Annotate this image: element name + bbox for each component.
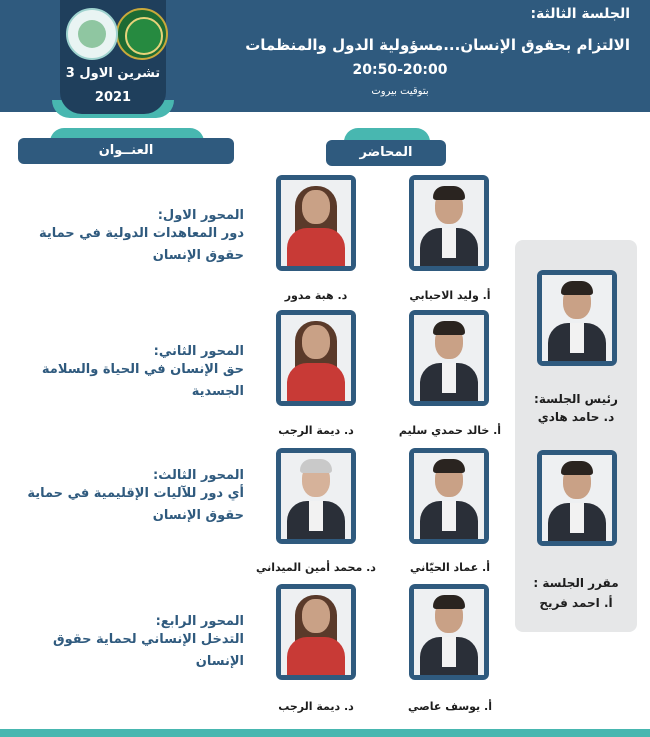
date-year: 2021 xyxy=(94,90,132,105)
session-title: الالتزام بحقوق الإنسان...مسؤولية الدول والمنظمات xyxy=(245,36,630,54)
speaker-name: أ. خالد حمدي سليم xyxy=(398,424,502,437)
speaker-photo xyxy=(276,175,356,271)
axis-3 xyxy=(4,468,244,527)
axis-heading: المحور الثالث: xyxy=(153,468,244,483)
chair-name: د. حامد هادي xyxy=(537,410,615,424)
speaker-photo xyxy=(409,584,489,680)
footer-bar xyxy=(0,729,650,737)
speaker-name: أ. وليد الاحبابي xyxy=(409,289,491,302)
axis-2 xyxy=(4,344,244,403)
speaker-name: أ. عماد الحيّاني xyxy=(410,561,490,574)
chair-label: رئيس الجلسة: xyxy=(534,392,618,406)
axis-text: دور المعاهدات الدولية في حماية xyxy=(38,226,244,241)
axis-text: حقوق الإنسان xyxy=(152,248,244,263)
speaker-name: أ. يوسف عاصي xyxy=(408,700,492,713)
timezone-note: بتوقيت بيروت xyxy=(371,86,429,97)
rapporteur-photo xyxy=(537,450,617,546)
speaker-photo xyxy=(276,584,356,680)
speaker-name: د. ديمة الرجب xyxy=(278,700,354,713)
title-column-header: العنــوان xyxy=(18,138,234,164)
session-time: 20:50-20:00 xyxy=(352,62,448,78)
speaker-column-header: المحاضر xyxy=(326,140,446,166)
speaker-photo xyxy=(276,310,356,406)
speaker-photo xyxy=(409,175,489,271)
speaker-name: د. ديمة الرجب xyxy=(278,424,354,437)
speaker-name: د. هبة مدور xyxy=(284,289,348,302)
speaker-photo xyxy=(409,448,489,544)
date-day-month: 3 تشرين الاول xyxy=(65,66,161,81)
axis-text: الجسدية xyxy=(191,384,244,399)
rapporteur-label: مقرر الجلسة : xyxy=(533,576,619,590)
axis-text: حق الإنسان في الحياة والسلامة xyxy=(41,362,244,377)
university-logo-green xyxy=(116,8,168,60)
speaker-photo xyxy=(276,448,356,544)
axis-heading: المحور الاول: xyxy=(157,208,244,223)
axis-heading: المحور الرابع: xyxy=(155,614,244,629)
university-logo-tree xyxy=(66,8,118,60)
speaker-photo xyxy=(409,310,489,406)
axis-1 xyxy=(4,208,244,267)
axis-4 xyxy=(4,614,244,673)
axis-text: حقوق الإنسان xyxy=(152,508,244,523)
axis-text: التدخل الإنساني لحماية حقوق الإنسان xyxy=(53,632,244,669)
speaker-name: د. محمد أمين الميداني xyxy=(256,561,376,574)
chair-photo xyxy=(537,270,617,366)
axis-text: أي دور للآليات الإقليمية في حماية xyxy=(27,486,244,501)
rapporteur-name: أ. احمد فريح xyxy=(539,596,613,610)
session-label: الجلسة الثالثة: xyxy=(530,6,630,22)
axis-heading: المحور الثاني: xyxy=(153,344,244,359)
